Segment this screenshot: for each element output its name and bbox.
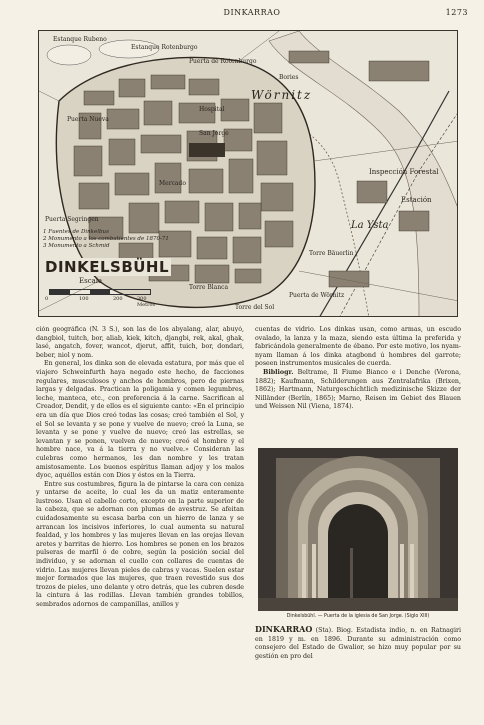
running-header [36,8,468,22]
church-portal-photo [258,448,458,611]
map-label: La Ysta [351,220,389,231]
scale-tick: 200 [113,296,123,302]
entry-paragraph [255,625,461,661]
map-label: Torre Bäuerlin [309,250,354,257]
scale-tick: 0 [45,296,49,302]
map-label: Puerta Nueva [67,116,109,123]
map-legend [43,229,169,250]
dinkarrao-entry [255,625,461,720]
page-headword: DINKARRAO [223,8,281,17]
bibliography [255,369,461,412]
map-scale-label: Escala [79,277,103,285]
map-label: Bories [279,74,299,81]
town-map [38,30,458,317]
portal-illustration [258,448,458,611]
left-column-text [36,326,244,720]
entry-headword: DINKARRAO [255,625,313,634]
map-label: Puerta de Wörnitz [289,292,345,299]
scale-tick: 100 [79,296,89,302]
map-label: Estanque Rubeno [53,36,107,43]
map-label: Hospital [199,106,225,113]
legend-item: 1 Fuentes de Dinkelbus [43,229,109,235]
right-column-text [255,326,461,456]
map-label: Torre Blanca [189,284,229,291]
entry-text: (Sta). Biog. Estadista indio, n. en Ratnagiri en 1819 y m. en 1896. Durante su administración como consejero del Estado de Gwalior, se hizo muy popular por su gestión en pro del [255,627,461,660]
legend-item: 2 Monumento a los combatientes de 1870-71 [43,236,169,242]
legend-item: 3 Monumento a Schmid [43,243,110,249]
map-label: Estación [401,196,432,204]
map-label: San Jorge [199,130,229,137]
map-label: Mercado [159,180,186,187]
map-label: Estanque Rotenburgo [131,44,198,51]
scalebar-segment [50,290,70,294]
map-label: Inspección Forestal [369,168,439,176]
paragraph: cuentas de vidrio. Los dinkas usan, como armas, un escudo ovalado, la lanza y la maza, siendo esta última la preferida y fabricándola generalmente de ébano. Por este motivo, los nyam-nyam llaman á los dinka atagbond ú hombres del garrote; poseen instrumentos musicales de cuerda. [255,326,461,368]
paragraph: Entre sus costumbres, figura la de pintarse la cara con ceniza y untarse de aceite, lo cual les da un matiz enteramente lustroso. Usan el cabello corto, excepto en la parte superior de la cabeza, que se adornan con plumas de avestruz. Se afeitan cuidadosamente su escasa barba con un hierro de lanza y se arrancan los incisivos inferiores, lo cual aumenta su natural fealdad, y los hombres y las mujeres llevan en las orejas llevan aretes y barritas de hierro. Los hombres se ponen en los brazos pulseras de marfil ó de cobre, según la posición social del individuo, y se adornan el cuello con collares de cuentas de vidrio. Las mujeres llevan pieles de cabras y vacas. Suelen estar mejor formados que las mujeres, que traen revestido sus dos trozos de pieles, uno delante y otro detrás, que les cubren desde la cintura á las rodillas. Llevan también grandes tobillos, sembrados adornos de campanillas, anillos y [36,480,244,608]
map-label: Torre del Sol [235,304,275,311]
map-title: DINKELSBÜHL [45,258,170,276]
bibliography-text: Beltrame, Il Fiume Bianco e i Denche (Verona, 1882); Kaufmann, Schilderungen aus Zentralafrika (Brixen, 1862); Hartmann, Naturgeschichtlich medizinische Skizze der Nilländer (Berlín, 1865); Marno, Reisen im Gebiet des Blauen und Weissen Nil (Viena, 1874). [255,368,461,411]
map-label: Puerta de Rotenburgo [189,58,257,65]
paragraph: En general, los dinka son de elevada estatura, por más que el viajero Schweinfurth haya negado este hecho, de facciones regulares, musculosos y anchos de hombros, pero de piernas largas y delgadas. Practican la poligamia y comen legumbres, leche, manteca, etc., con preferencia á la carne. Sacrifican al Creador, Dendit, y de ellos es el siguiente canto: «En el principio era un día que Dios creó todas las cosas; creó también el Sol, y el Sol se levanta y se pone y vuelve de nuevo; creó la Luna, se levanta y se pone y vuelve de nuevo; creó las estrellas, se levantan y se ponen, vuelven de nuevo; creó el hombre y el hombre nace, va á la tierra y no vuelve.» Consideran las culebras como hermanos, les dan nombre y les tratan amistosamente. Los buenos espíritus llaman adjoy y los malos dyoc, aquéllos están con Dios y éstos en la Tierra. [36,360,244,480]
map-scalebar [49,289,151,295]
paragraph: ción geográfica (N. 3 S.), son las de los abyalang, alar, abuyó, dangbiol, tuitch, bor, aliab, kiek, kitch, djangbi, rek, akal, ghak, lasé, angatch, fover, wancot, djerut, affit, tuich, bor, dondari, beber, niol y nom. [36,326,244,359]
photo-caption: Dinkelsbühl. — Puerta de la iglesia de San Jorge. (Siglo XIII) [286,614,430,619]
scalebar-segment [90,290,110,294]
page-number: 1273 [445,8,468,17]
scale-tick: 300 Metros [137,296,156,308]
map-label: Puerta Segringen [45,216,99,223]
map-river-label: Wörnitz [251,88,313,102]
bibliography-label: Bibliogr. [263,368,294,376]
